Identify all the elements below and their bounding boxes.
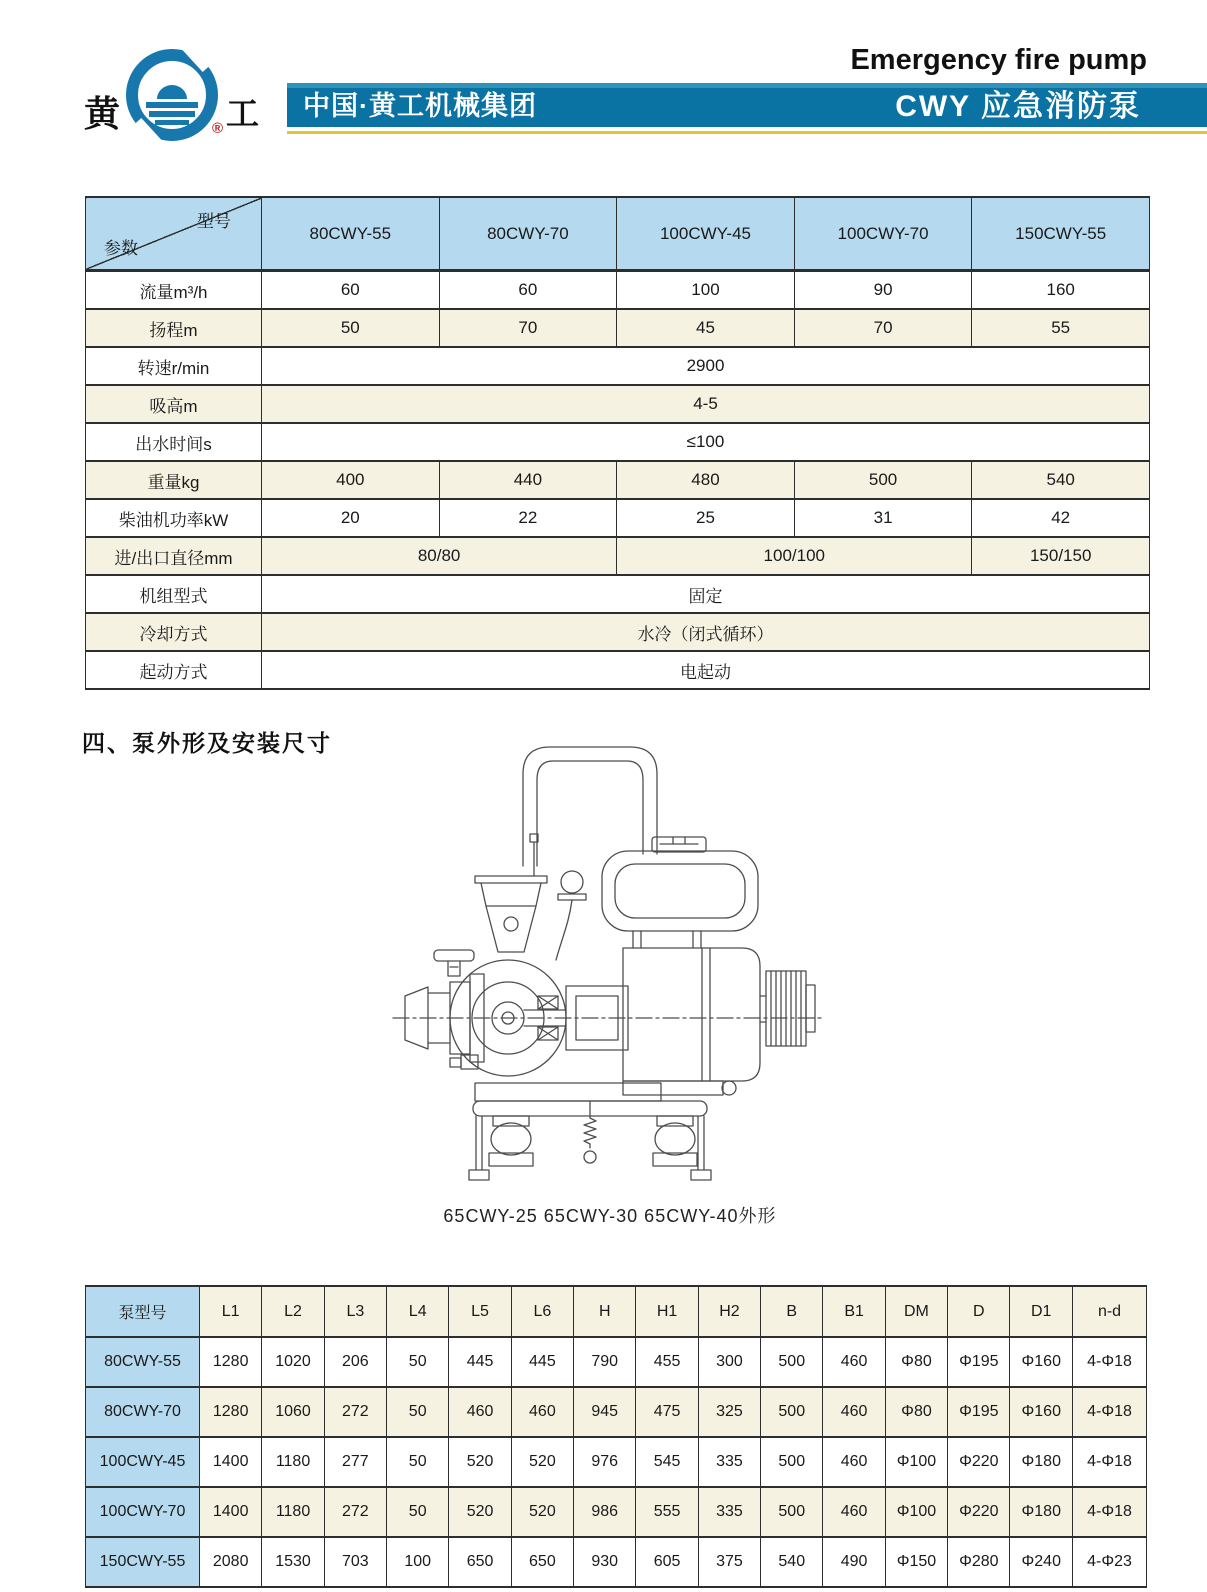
spec-value-cell: 70 — [439, 309, 617, 347]
dim-value-cell: 50 — [387, 1487, 449, 1537]
dim-value-cell: 703 — [324, 1537, 386, 1587]
dim-value-cell: 545 — [636, 1437, 698, 1487]
corner-top-label: 型号 — [197, 212, 231, 231]
spec-value-cell: 固定 — [262, 575, 1150, 613]
dim-value-cell: 520 — [449, 1437, 511, 1487]
dim-row — [86, 1487, 1147, 1537]
dim-value-cell: 1180 — [262, 1487, 324, 1537]
dim-value-cell: 445 — [449, 1337, 511, 1387]
dim-value-cell: 976 — [574, 1437, 636, 1487]
spec-value-cell: 70 — [794, 309, 972, 347]
product-title-chinese: CWY 应急消防泵 — [895, 90, 1141, 123]
dim-value-cell: 335 — [698, 1437, 760, 1487]
dim-value-cell: 930 — [574, 1537, 636, 1587]
spec-value-cell: 400 — [262, 461, 440, 499]
dim-header-cell: D — [948, 1286, 1010, 1337]
dim-header-cell: H2 — [698, 1286, 760, 1337]
corner-bottom-label: 参数 — [104, 239, 138, 258]
dim-value-cell: 4-Φ18 — [1073, 1437, 1147, 1487]
spec-model-header: 150CWY-55 — [972, 197, 1150, 271]
dim-value-cell: 300 — [698, 1337, 760, 1387]
dim-value-cell: Φ100 — [885, 1487, 947, 1537]
spec-value-cell: 50 — [262, 309, 440, 347]
dim-value-cell: 500 — [761, 1487, 823, 1537]
header-banner — [287, 83, 1207, 127]
dim-value-cell: Φ280 — [948, 1537, 1010, 1587]
dim-header-cell: B — [761, 1286, 823, 1337]
dim-value-cell: 50 — [387, 1437, 449, 1487]
dim-value-cell: 460 — [449, 1387, 511, 1437]
dim-value-cell: 375 — [698, 1537, 760, 1587]
dim-value-cell: 650 — [511, 1537, 573, 1587]
spec-row — [86, 347, 1150, 385]
spec-row — [86, 537, 1150, 575]
spec-row — [86, 461, 1150, 499]
spec-row — [86, 271, 1150, 310]
dim-header-cell: 泵型号 — [86, 1286, 200, 1337]
dim-value-cell: 1060 — [262, 1387, 324, 1437]
spec-row-label: 冷却方式 — [86, 613, 262, 651]
spec-value-cell: 电起动 — [262, 651, 1150, 689]
dim-value-cell: 986 — [574, 1487, 636, 1537]
spec-row — [86, 651, 1150, 689]
dim-value-cell: 555 — [636, 1487, 698, 1537]
dim-value-cell: 4-Φ18 — [1073, 1387, 1147, 1437]
dim-value-cell: 100 — [387, 1537, 449, 1587]
spec-value-cell: 31 — [794, 499, 972, 537]
spec-model-header: 80CWY-70 — [439, 197, 617, 271]
dim-header-cell: L4 — [387, 1286, 449, 1337]
spec-value-cell: 160 — [972, 271, 1150, 310]
section-title: 四、泵外形及安装尺寸 — [82, 730, 332, 756]
dim-value-cell: 272 — [324, 1487, 386, 1537]
dim-value-cell: 1280 — [200, 1337, 262, 1387]
spec-value-cell: 100 — [617, 271, 795, 310]
spec-value-cell: 80/80 — [262, 537, 617, 575]
specification-table — [85, 196, 1150, 690]
spec-row — [86, 423, 1150, 461]
dim-value-cell: 335 — [698, 1487, 760, 1537]
dim-value-cell: 325 — [698, 1387, 760, 1437]
dim-value-cell: Φ195 — [948, 1387, 1010, 1437]
registered-trademark-icon: ® — [212, 120, 224, 137]
dim-header-cell: H — [574, 1286, 636, 1337]
dim-row-model: 150CWY-55 — [86, 1537, 200, 1587]
spec-value-cell: 25 — [617, 499, 795, 537]
dim-value-cell: 460 — [823, 1487, 885, 1537]
dim-value-cell: 520 — [511, 1437, 573, 1487]
dim-header-cell: L3 — [324, 1286, 386, 1337]
dim-value-cell: 500 — [761, 1387, 823, 1437]
spec-corner-cell — [86, 197, 262, 271]
dim-value-cell: Φ240 — [1010, 1537, 1073, 1587]
spec-value-cell: 60 — [262, 271, 440, 310]
dim-value-cell: Φ220 — [948, 1487, 1010, 1537]
dim-value-cell: 277 — [324, 1437, 386, 1487]
dim-value-cell: Φ220 — [948, 1437, 1010, 1487]
dim-header-cell: L2 — [262, 1286, 324, 1337]
dim-value-cell: 460 — [823, 1337, 885, 1387]
dim-value-cell: 460 — [823, 1387, 885, 1437]
dim-value-cell: 460 — [823, 1437, 885, 1487]
spec-row — [86, 575, 1150, 613]
dim-value-cell: 2080 — [200, 1537, 262, 1587]
spec-row-label: 流量m³/h — [86, 271, 262, 310]
dim-value-cell: 272 — [324, 1387, 386, 1437]
dim-row-model: 80CWY-55 — [86, 1337, 200, 1387]
spec-value-cell: ≤100 — [262, 423, 1150, 461]
dim-value-cell: 1400 — [200, 1437, 262, 1487]
spec-row-label: 重量kg — [86, 461, 262, 499]
dim-value-cell: 490 — [823, 1537, 885, 1587]
dim-row-model: 80CWY-70 — [86, 1387, 200, 1437]
spec-value-cell: 2900 — [262, 347, 1150, 385]
spec-row-label: 扬程m — [86, 309, 262, 347]
spec-row-label: 机组型式 — [86, 575, 262, 613]
dim-value-cell: 460 — [511, 1387, 573, 1437]
dim-value-cell: 650 — [449, 1537, 511, 1587]
dim-value-cell: 4-Φ18 — [1073, 1337, 1147, 1387]
spec-row-label: 转速r/min — [86, 347, 262, 385]
dim-row-model: 100CWY-45 — [86, 1437, 200, 1487]
pump-outline-drawing — [390, 738, 830, 1190]
dim-value-cell: 520 — [449, 1487, 511, 1537]
dim-value-cell: 945 — [574, 1387, 636, 1437]
dim-value-cell: 790 — [574, 1337, 636, 1387]
dim-value-cell: Φ160 — [1010, 1337, 1073, 1387]
dim-value-cell: 1180 — [262, 1437, 324, 1487]
logo-char-left: 黄 — [84, 93, 121, 134]
spec-value-cell: 480 — [617, 461, 795, 499]
spec-value-cell: 90 — [794, 271, 972, 310]
dim-value-cell: Φ150 — [885, 1537, 947, 1587]
dim-value-cell: 1020 — [262, 1337, 324, 1387]
dim-value-cell: 605 — [636, 1537, 698, 1587]
dim-value-cell: 50 — [387, 1337, 449, 1387]
dim-value-cell: 500 — [761, 1437, 823, 1487]
gold-divider-line — [287, 131, 1207, 134]
logo-char-right: 工 — [226, 95, 259, 132]
spec-value-cell: 水冷（闭式循环） — [262, 613, 1150, 651]
spec-value-cell: 440 — [439, 461, 617, 499]
dim-row — [86, 1387, 1147, 1437]
dim-header-cell: L6 — [511, 1286, 573, 1337]
dim-value-cell: Φ100 — [885, 1437, 947, 1487]
spec-value-cell: 540 — [972, 461, 1150, 499]
dim-value-cell: Φ195 — [948, 1337, 1010, 1387]
dim-value-cell: 540 — [761, 1537, 823, 1587]
dim-header-cell: D1 — [1010, 1286, 1073, 1337]
dim-value-cell: 445 — [511, 1337, 573, 1387]
spec-row-label: 进/出口直径mm — [86, 537, 262, 575]
spec-value-cell: 22 — [439, 499, 617, 537]
dim-value-cell: 500 — [761, 1337, 823, 1387]
dim-header-cell: DM — [885, 1286, 947, 1337]
dim-row-model: 100CWY-70 — [86, 1487, 200, 1537]
spec-value-cell: 60 — [439, 271, 617, 310]
dim-header-cell: B1 — [823, 1286, 885, 1337]
spec-value-cell: 4-5 — [262, 385, 1150, 423]
dim-value-cell: 455 — [636, 1337, 698, 1387]
dim-value-cell: 4-Φ18 — [1073, 1487, 1147, 1537]
dim-value-cell: Φ180 — [1010, 1487, 1073, 1537]
spec-row-label: 出水时间s — [86, 423, 262, 461]
dim-header-cell: L5 — [449, 1286, 511, 1337]
dimensions-table — [85, 1285, 1147, 1588]
spec-row — [86, 499, 1150, 537]
dim-value-cell: 520 — [511, 1487, 573, 1537]
spec-value-cell: 42 — [972, 499, 1150, 537]
spec-value-cell: 150/150 — [972, 537, 1150, 575]
dim-header-cell: n-d — [1073, 1286, 1147, 1337]
spec-value-cell: 55 — [972, 309, 1150, 347]
spec-model-header: 80CWY-55 — [262, 197, 440, 271]
dim-header-cell: H1 — [636, 1286, 698, 1337]
company-name: 中国·黄工机械集团 — [303, 91, 537, 121]
dim-header-cell: L1 — [200, 1286, 262, 1337]
dim-row — [86, 1337, 1147, 1387]
dim-value-cell: Φ180 — [1010, 1437, 1073, 1487]
dim-value-cell: 1530 — [262, 1537, 324, 1587]
spec-row-label: 吸高m — [86, 385, 262, 423]
spec-row — [86, 613, 1150, 651]
company-logo-emblem-icon — [124, 47, 220, 143]
spec-row-label: 柴油机功率kW — [86, 499, 262, 537]
dim-table-body — [86, 1286, 1147, 1587]
dim-value-cell: 50 — [387, 1387, 449, 1437]
drawing-caption: 65CWY-25 65CWY-30 65CWY-40外形 — [443, 1206, 777, 1226]
spec-model-header: 100CWY-70 — [794, 197, 972, 271]
spec-value-cell: 20 — [262, 499, 440, 537]
dim-row — [86, 1437, 1147, 1487]
dim-value-cell: 1400 — [200, 1487, 262, 1537]
dim-row — [86, 1537, 1147, 1587]
dim-value-cell: 206 — [324, 1337, 386, 1387]
spec-value-cell: 500 — [794, 461, 972, 499]
spec-value-cell: 45 — [617, 309, 795, 347]
spec-row-label: 起动方式 — [86, 651, 262, 689]
product-title-english: Emergency fire pump — [850, 44, 1147, 76]
dim-header-row — [86, 1286, 1147, 1337]
dim-value-cell: Φ80 — [885, 1337, 947, 1387]
dim-value-cell: Φ80 — [885, 1387, 947, 1437]
dim-value-cell: 4-Φ23 — [1073, 1537, 1147, 1587]
dim-value-cell: 475 — [636, 1387, 698, 1437]
spec-header-row — [86, 197, 1150, 271]
spec-table-body — [86, 197, 1150, 689]
dim-value-cell: 1280 — [200, 1387, 262, 1437]
dim-value-cell: Φ160 — [1010, 1387, 1073, 1437]
spec-row — [86, 309, 1150, 347]
spec-row — [86, 385, 1150, 423]
spec-value-cell: 100/100 — [617, 537, 972, 575]
spec-model-header: 100CWY-45 — [617, 197, 795, 271]
